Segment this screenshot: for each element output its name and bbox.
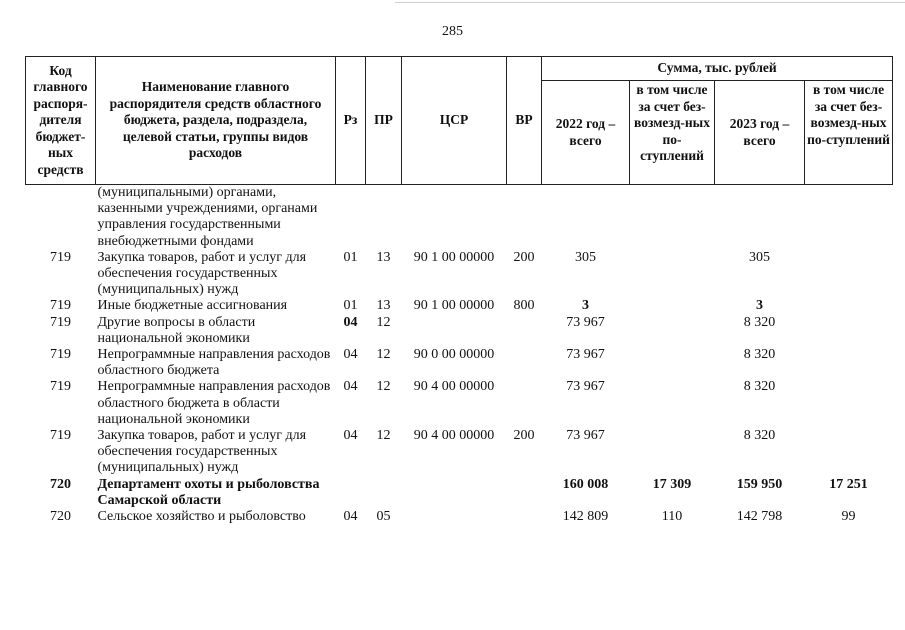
row-vr (507, 315, 542, 347)
row-csr: 90 0 00 00000 (413, 347, 495, 363)
row-vr (507, 379, 542, 428)
header-sum: Сумма, тыс. рублей (542, 57, 893, 81)
row-2023-total: 159 950 (736, 476, 783, 492)
row-2022-total: 73 967 (566, 347, 605, 363)
row-2023-total: 142 798 (736, 509, 783, 525)
row-csr: 90 4 00 00000 (413, 379, 495, 395)
row-2023-grants (805, 250, 893, 299)
row-2023-total: 8 320 (743, 314, 776, 330)
row-name: Другие вопросы в области национальной экономики (97, 314, 256, 346)
row-2022-total: 3 (582, 298, 589, 314)
row-2022-grants (630, 379, 715, 428)
row-2022-total: 305 (575, 249, 596, 265)
table-row (26, 347, 893, 379)
table-row (26, 250, 893, 299)
row-rz: 04 (343, 428, 358, 444)
row-vr (507, 509, 542, 525)
header-rz: Рз (336, 57, 366, 185)
header-code: Код главного распоря-дителя бюджет-ных средств (26, 57, 96, 185)
row-2023-grants (805, 185, 893, 250)
row-csr (402, 185, 507, 250)
header-pr: ПР (366, 57, 402, 185)
row-2022-grants (630, 250, 715, 299)
page-number: 285 (442, 24, 463, 39)
row-2022-grants (630, 347, 715, 379)
row-pr: 12 (376, 347, 391, 363)
row-vr: 800 (513, 298, 535, 314)
row-2022-grants (630, 315, 715, 347)
row-csr: 90 4 00 00000 (413, 428, 495, 444)
row-2023-total: 8 320 (743, 379, 776, 395)
row-pr (366, 477, 402, 509)
row-2023-grants: 99 (841, 509, 856, 525)
row-2022-grants: 110 (661, 509, 683, 525)
header-2023-total: 2023 год – всего (715, 81, 805, 185)
row-name: Непрограммные направления расходов областного бюджета (97, 347, 331, 379)
row-rz: 04 (343, 314, 358, 330)
table-row (26, 379, 893, 428)
top-rule (395, 2, 905, 3)
row-rz (336, 185, 366, 250)
row-2022-total: 160 008 (562, 476, 609, 492)
row-code: 720 (50, 476, 71, 492)
row-code: 719 (50, 314, 71, 330)
row-pr (366, 185, 402, 250)
table-row (26, 298, 893, 314)
row-2023-total: 8 320 (743, 428, 776, 444)
row-rz: 04 (343, 509, 358, 525)
row-2023-grants (805, 298, 893, 314)
row-2023-grants (805, 315, 893, 347)
row-2022-total: 142 809 (562, 509, 609, 525)
header-2022-grants: в том числе за счет без-возмезд-ных по-ступлений (630, 81, 715, 185)
row-rz: 01 (343, 298, 358, 314)
row-vr: 200 (513, 428, 535, 444)
row-vr (507, 477, 542, 509)
row-vr (507, 347, 542, 379)
row-vr (507, 185, 542, 250)
table-row (26, 477, 893, 509)
row-csr (402, 477, 507, 509)
row-name: Закупка товаров, работ и услуг для обеспечения государственных (муниципальных) нужд (97, 249, 307, 298)
row-2023-grants (805, 428, 893, 477)
row-2022-grants (630, 298, 715, 314)
row-2023-total (715, 185, 805, 250)
row-name: Непрограммные направления расходов областного бюджета в области национальной экономики (97, 379, 331, 427)
row-pr: 12 (376, 314, 391, 330)
row-csr (402, 315, 507, 347)
row-2023-grants (805, 347, 893, 379)
row-csr: 90 1 00 00000 (413, 249, 495, 265)
row-rz (336, 477, 366, 509)
row-vr: 200 (513, 249, 535, 265)
row-csr (402, 509, 507, 525)
row-pr: 12 (376, 428, 391, 444)
header-2022-total: 2022 год – всего (542, 81, 630, 185)
header-2023-grants: в том числе за счет без-возмезд-ных по-ступлений (805, 81, 893, 185)
header-name: Наименование главного распорядителя средств областного бюджета, раздела, подраздела, целевой статьи, группы видов расходов (96, 57, 336, 185)
row-code: 720 (50, 509, 71, 525)
row-2022-grants (630, 428, 715, 477)
budget-table (25, 56, 893, 525)
row-code: 719 (50, 347, 71, 363)
row-pr: 05 (376, 509, 391, 525)
row-rz: 04 (343, 347, 358, 363)
row-name: Иные бюджетные ассигнования (97, 298, 288, 314)
row-2022-total: 73 967 (566, 379, 605, 395)
row-2022-total: 73 967 (566, 428, 605, 444)
row-code (26, 185, 96, 250)
row-name: Закупка товаров, работ и услуг для обеспечения государственных (муниципальных) нужд (97, 428, 307, 476)
row-2022-grants (630, 185, 715, 250)
header-vr: ВР (507, 57, 542, 185)
row-rz: 01 (343, 249, 358, 265)
row-pr: 13 (376, 298, 391, 314)
row-code: 719 (50, 298, 71, 314)
row-name: Департамент охоты и рыболовства Самарской области (97, 476, 320, 508)
row-2022-total: 73 967 (566, 314, 605, 330)
table-row (26, 428, 893, 477)
table-row (26, 509, 893, 525)
table-row (26, 315, 893, 347)
row-name: (муниципальными) органами, казенными учреждениями, органами управления государственными внебюджетными фондами (97, 185, 318, 249)
row-csr: 90 1 00 00000 (413, 298, 495, 314)
row-2023-total: 3 (756, 298, 763, 314)
row-rz: 04 (343, 379, 358, 395)
table-row (26, 185, 893, 250)
row-2022-grants: 17 309 (652, 476, 692, 492)
row-pr: 13 (376, 249, 391, 265)
row-2023-total: 305 (749, 249, 770, 265)
row-2023-grants (805, 379, 893, 428)
header-csr: ЦСР (402, 57, 507, 185)
row-code: 719 (50, 379, 71, 395)
row-2023-total: 8 320 (743, 347, 776, 363)
row-2023-grants: 17 251 (829, 476, 868, 492)
row-name: Сельское хозяйство и рыболовство (97, 509, 306, 525)
row-code: 719 (50, 249, 71, 265)
row-code: 719 (50, 428, 71, 444)
row-pr: 12 (376, 379, 391, 395)
row-2022-total (542, 185, 630, 250)
